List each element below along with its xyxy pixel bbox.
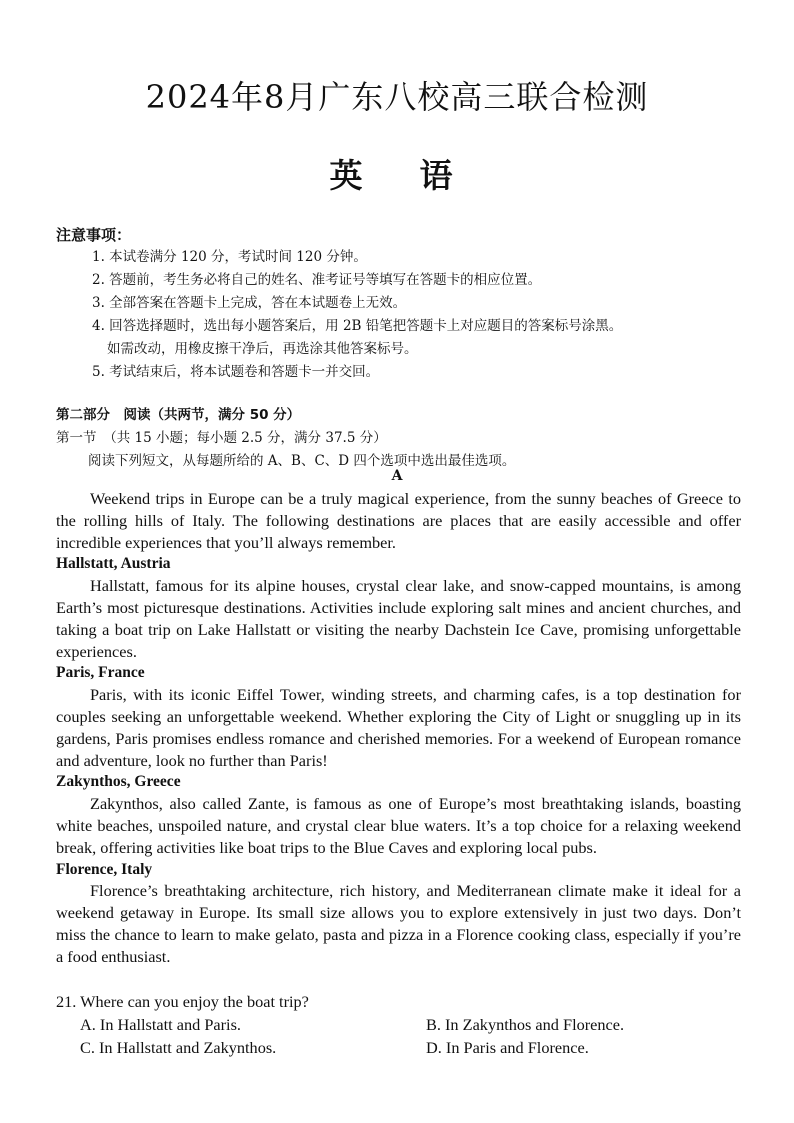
part-heading: 第二部分 阅读（共两节，满分 50 分） bbox=[56, 407, 301, 423]
notice-item: 3. 全部答案在答题卡上完成，答在本试题卷上无效。 bbox=[92, 295, 407, 311]
answer-options bbox=[56, 1014, 746, 1060]
notice-item-continuation: 如需改动，用橡皮擦干净后，再选涂其他答案标号。 bbox=[107, 341, 418, 357]
destination-text: Hallstatt, famous for its alpine houses, crystal clear lake, and snow-capped mountains, is among Earth’s most picturesque destinations. Activities include exploring salt mines and ancient churches, and taking a boat trip on Lake Hallstatt or visiting the nearby Dachstein Ice Cave, promising unforgettable experiences. bbox=[56, 576, 741, 661]
destination-heading: Paris, France bbox=[56, 664, 145, 682]
passage-body bbox=[56, 488, 741, 968]
notice-item: 2. 答题前，考生务必将自己的姓名、准考证号等填写在答题卡的相应位置。 bbox=[92, 272, 542, 288]
notice-item: 4. 回答选择题时，选出每小题答案后，用 2B 铅笔把答题卡上对应题目的答案标号涂黑。 bbox=[92, 318, 623, 334]
notice-item: 1. 本试卷满分 120 分，考试时间 120 分钟。 bbox=[92, 249, 367, 265]
option-d[interactable]: D. In Paris and Florence. bbox=[426, 1037, 589, 1057]
option-c[interactable]: C. In Hallstatt and Zakynthos. bbox=[80, 1037, 277, 1057]
destination-text: Florence’s breathtaking architecture, rich history, and Mediterranean climate make it ideal for a weekend getaway in Europe. Its small size allows you to explore extensively in just two days. Don’t miss the chance to learn to make gelato, pasta and pizza in a Florence cooking class, especially if you’re a food enthusiast. bbox=[56, 881, 741, 966]
reading-instruction: 阅读下列短文，从每题所给的 A、B、C、D 四个选项中选出最佳选项。 bbox=[88, 453, 516, 469]
destination-heading: Hallstatt, Austria bbox=[56, 555, 171, 573]
destination-text: Zakynthos, also called Zante, is famous as one of Europe’s most breathtaking islands, boasting white beaches, unspoiled nature, and crystal clear blue waters. It’s a top choice for a relaxing weekend break, offering activities like boat trips to the Blue Caves and exploring local pubs. bbox=[56, 794, 741, 857]
subsection-heading: 第一节 （共 15 小题；每小题 2.5 分，满分 37.5 分） bbox=[56, 430, 387, 446]
passage-label: A bbox=[391, 468, 403, 484]
notice-item: 5. 考试结束后，将本试题卷和答题卡一并交回。 bbox=[92, 364, 380, 380]
question-stem: 21. Where can you enjoy the boat trip? bbox=[56, 992, 309, 1011]
option-b[interactable]: B. In Zakynthos and Florence. bbox=[426, 1014, 625, 1034]
exam-title: 2024年8月广东八校高三联合检测 bbox=[145, 78, 649, 116]
subject-title: 英 语 bbox=[329, 156, 465, 195]
option-a[interactable]: A. In Hallstatt and Paris. bbox=[80, 1014, 241, 1034]
notice-list bbox=[92, 246, 762, 384]
passage-intro: Weekend trips in Europe can be a truly magical experience, from the sunny beaches of Greece to the rolling hills of Italy. The following destinations are places that are easily accessible and offer incredible experiences that you’ll always remember. bbox=[56, 489, 741, 552]
question-21 bbox=[56, 991, 746, 1060]
destination-heading: Zakynthos, Greece bbox=[56, 773, 181, 791]
notice-heading: 注意事项： bbox=[56, 226, 132, 244]
destination-text: Paris, with its iconic Eiffel Tower, winding streets, and charming cafes, is a top destination for couples seeking an unforgettable weekend. Whether exploring the City of Light or snuggling up in its gardens, Paris promises endless romance and cherished memories. For a weekend of European romance and adventure, look no further than Paris! bbox=[56, 685, 741, 770]
destination-heading: Florence, Italy bbox=[56, 860, 153, 878]
